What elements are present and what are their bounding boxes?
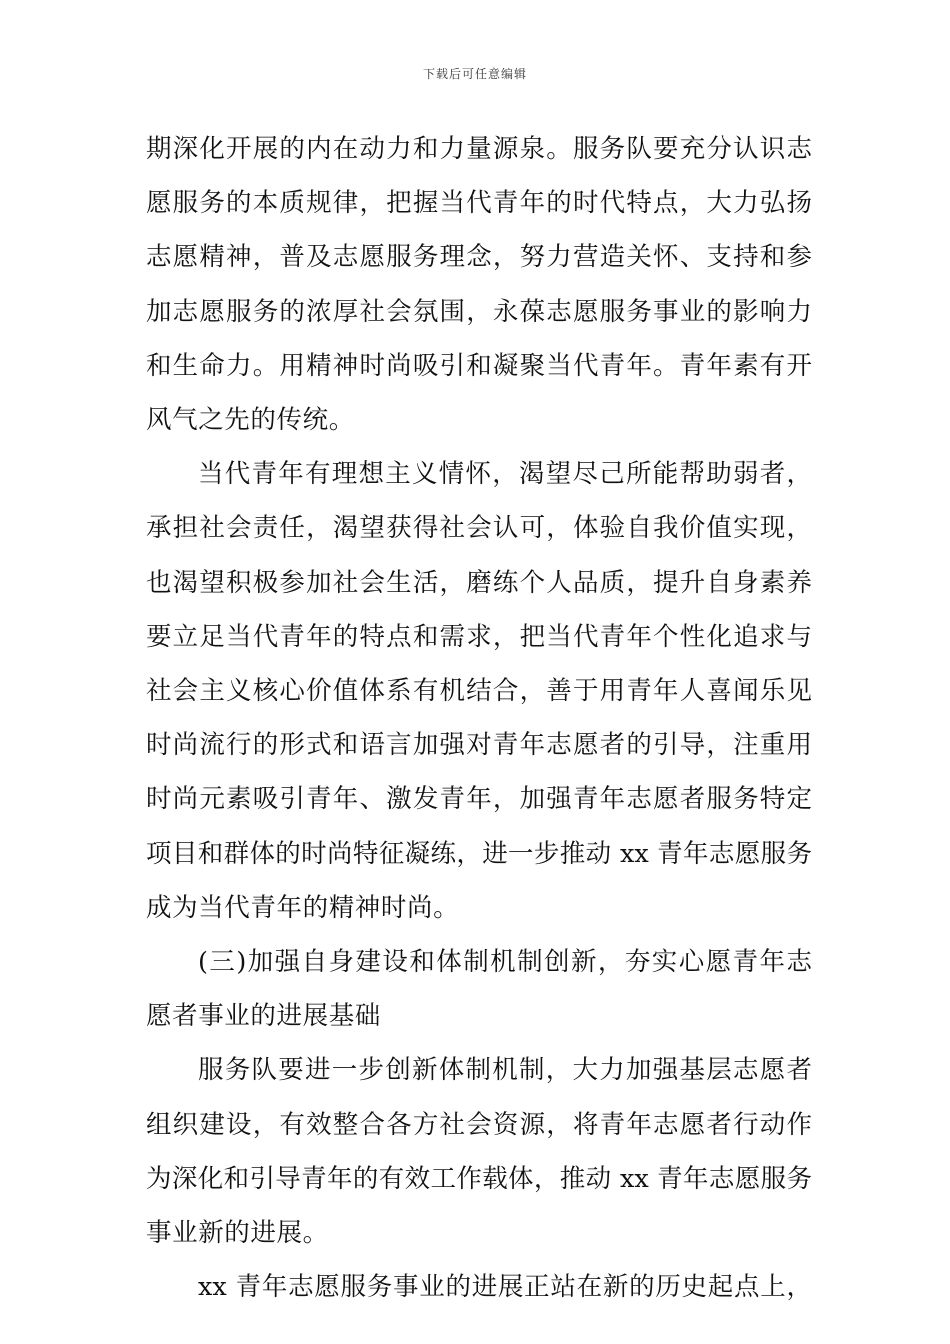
page-header-note: 下载后可任意编辑 bbox=[422, 67, 527, 81]
text-line: 当代青年有理想主义情怀，渴望尽己所能帮助弱者， bbox=[198, 459, 812, 490]
section-heading-line: 愿者事业的进展基础 bbox=[146, 1001, 381, 1032]
text-line: 项目和群体的时尚特征凝练，进一步推动 xx 青年志愿服务 bbox=[146, 838, 812, 869]
document-body bbox=[146, 122, 812, 1314]
text-line: 为深化和引导青年的有效工作载体，推动 xx 青年志愿服务 bbox=[146, 1163, 812, 1194]
text-line: 时尚元素吸引青年、激发青年，加强青年志愿者服务特定 bbox=[146, 784, 812, 815]
text-line: xx 青年志愿服务事业的进展正站在新的历史起点上， bbox=[198, 1272, 812, 1303]
section-heading-line: (三)加强自身建设和体制机制创新，夯实心愿青年志 bbox=[198, 947, 812, 978]
text-line: 社会主义核心价值体系有机结合，善于用青年人喜闻乐见 bbox=[146, 676, 812, 707]
text-line: 事业新的进展。 bbox=[146, 1218, 329, 1249]
text-line: 也渴望积极参加社会生活，磨练个人品质，提升自身素养 bbox=[146, 567, 812, 598]
text-line: 和生命力。用精神时尚吸引和凝聚当代青年。青年素有开 bbox=[146, 350, 812, 381]
text-line: 要立足当代青年的特点和需求，把当代青年个性化追求与 bbox=[146, 621, 812, 652]
text-line: 承担社会责任，渴望获得社会认可，体验自我价值实现， bbox=[146, 513, 812, 544]
text-line: 加志愿服务的浓厚社会氛围，永葆志愿服务事业的影响力 bbox=[146, 296, 812, 327]
text-line: 成为当代青年的精神时尚。 bbox=[146, 892, 460, 923]
text-line: 期深化开展的内在动力和力量源泉。服务队要充分认识志 bbox=[146, 134, 812, 164]
text-line: 风气之先的传统。 bbox=[146, 405, 355, 436]
text-line: 时尚流行的形式和语言加强对青年志愿者的引导，注重用 bbox=[146, 730, 812, 761]
text-line: 组织建设，有效整合各方社会资源，将青年志愿者行动作 bbox=[146, 1109, 812, 1140]
text-line: 志愿精神，普及志愿服务理念，努力营造关怀、支持和参 bbox=[146, 242, 812, 273]
text-line: 服务队要进一步创新体制机制，大力加强基层志愿者 bbox=[198, 1055, 812, 1086]
text-line: 愿服务的本质规律，把握当代青年的时代特点，大力弘扬 bbox=[146, 188, 812, 219]
